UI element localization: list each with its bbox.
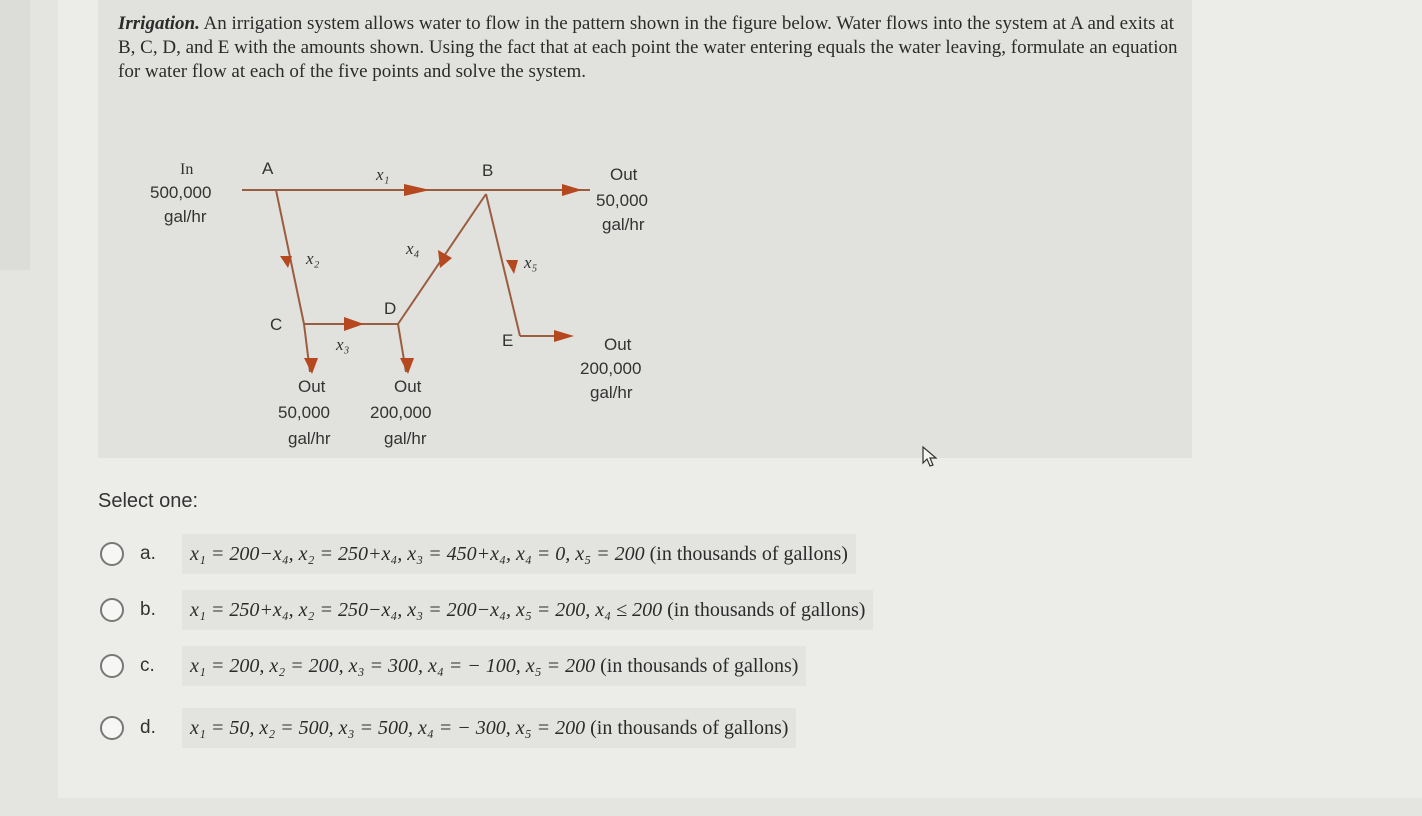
node-a-label: A	[262, 159, 274, 178]
flow-arrows	[280, 184, 582, 374]
irrigation-diagram	[130, 150, 690, 460]
option-equations: x₁ = 250+x₄, x₂ = 250−x₄, x₃ = 200−x₄, x₅ = 200, x₄ ≤ 200	[190, 598, 663, 621]
in-amount: 500,000	[150, 183, 212, 202]
mouse-pointer-icon	[922, 446, 940, 468]
out-e-amount: 200,000	[580, 359, 642, 378]
option-text	[182, 590, 873, 630]
node-d-label: D	[384, 299, 397, 318]
radio-button[interactable]	[100, 598, 124, 622]
arrow-out-d	[400, 358, 414, 374]
arrow-x4	[438, 250, 452, 268]
arrow-out-e	[554, 330, 574, 342]
node-b-label: B	[482, 161, 494, 180]
arrow-x1	[404, 184, 430, 196]
node-e-label: E	[502, 331, 514, 350]
out-d-unit: gal/hr	[384, 429, 427, 448]
arrow-x3	[344, 317, 364, 331]
out-c-label: Out	[298, 377, 326, 396]
option-text	[182, 646, 806, 686]
var-x3: x₃	[336, 335, 350, 354]
question-lead: Irrigation.	[118, 13, 200, 34]
out-e-label: Out	[604, 335, 632, 354]
out-e-unit: gal/hr	[590, 383, 633, 402]
out-d-label: Out	[394, 377, 422, 396]
in-unit: gal/hr	[164, 207, 207, 226]
pipes	[242, 190, 590, 372]
in-label: In	[180, 161, 194, 178]
arrow-x5	[506, 260, 518, 274]
sidebar-edge	[0, 0, 30, 270]
option-letter: d.	[140, 717, 156, 738]
out-b-amount: 50,000	[596, 191, 648, 210]
out-c-unit: gal/hr	[288, 429, 331, 448]
option-equations: x₁ = 200, x₂ = 200, x₃ = 300, x₄ = − 100, x₅ = 200	[190, 654, 596, 677]
option-note: (in thousands of gallons)	[667, 598, 866, 621]
option-letter: c.	[140, 655, 155, 676]
option-a[interactable]	[98, 534, 856, 574]
question-body: An irrigation system allows water to flow in the pattern shown in the figure below. Water flows into the system at A and exits at B, C, D, and E with the amounts shown. Using the fact that at each point the water entering equals the water leaving, formulate an equation for water flow at each of the five points and solve the system.	[118, 13, 1178, 82]
var-x2: x₂	[306, 249, 320, 268]
select-one-label: Select one:	[98, 490, 199, 512]
question-text	[118, 12, 1178, 84]
option-equations: x₁ = 200−x₄, x₂ = 250+x₄, x₃ = 450+x₄, x₄ = 0, x₅ = 200	[190, 542, 645, 565]
arrow-out-b	[562, 184, 582, 196]
radio-button[interactable]	[100, 542, 124, 566]
option-note: (in thousands of gallons)	[600, 654, 799, 677]
radio-button[interactable]	[100, 654, 124, 678]
radio-button[interactable]	[100, 716, 124, 740]
out-d-amount: 200,000	[370, 403, 432, 422]
option-equations: x₁ = 50, x₂ = 500, x₃ = 500, x₄ = − 300, x₅ = 200	[190, 716, 586, 739]
arrow-out-c	[304, 358, 318, 374]
option-d[interactable]	[98, 708, 796, 748]
option-note: (in thousands of gallons)	[649, 542, 848, 565]
option-letter: a.	[140, 543, 156, 564]
out-b-label: Out	[610, 165, 638, 184]
node-c-label: C	[270, 315, 283, 334]
var-x1: x₁	[376, 165, 390, 184]
var-x5: x₅	[524, 253, 538, 272]
out-b-unit: gal/hr	[602, 215, 645, 234]
option-letter: b.	[140, 599, 156, 620]
option-text	[182, 708, 796, 748]
option-note: (in thousands of gallons)	[590, 716, 789, 739]
var-x4: x₄	[406, 239, 420, 258]
option-text	[182, 534, 856, 574]
option-c[interactable]	[98, 646, 806, 686]
out-c-amount: 50,000	[278, 403, 330, 422]
option-b[interactable]	[98, 590, 873, 630]
